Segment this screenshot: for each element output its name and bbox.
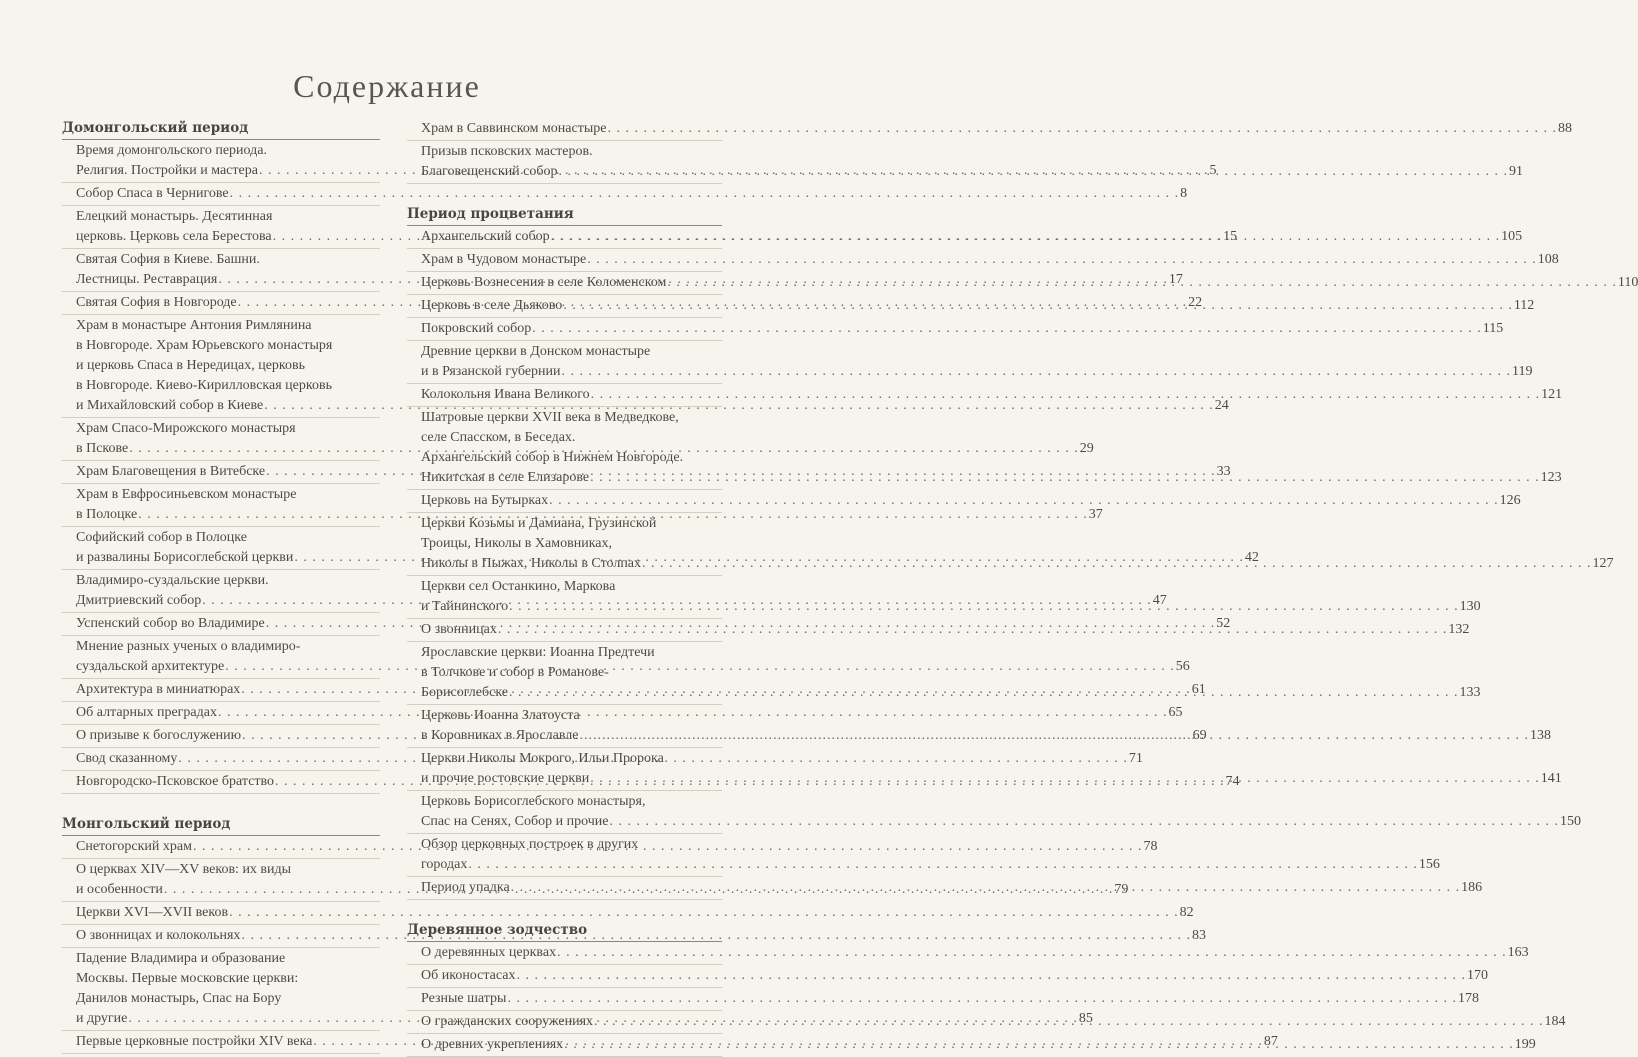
entry-title: Собор Спаса в Чернигове: [76, 186, 229, 201]
entry-title: О призыве к богослужению: [76, 728, 242, 743]
dot-leader: [507, 989, 1457, 1009]
page-title: Содержание: [293, 68, 481, 104]
entry-title: и прочие ростовские церкви: [421, 771, 590, 786]
entry-title: и особенности: [76, 882, 163, 897]
toc-entry[interactable]: [407, 318, 1504, 341]
entry-title: в Пскове: [76, 441, 129, 456]
entry-line: Церковь Иоанна Златоуста: [421, 708, 580, 723]
page-number: 71: [1128, 751, 1143, 766]
page-number: 15: [1223, 229, 1238, 244]
entry-title: Храм в Чудовом монастыре: [421, 252, 587, 267]
section-spacer: [407, 184, 722, 204]
page-number: 138: [1530, 728, 1551, 743]
section-spacer: [407, 900, 722, 920]
entry-title: и в Рязанской губернии: [421, 364, 561, 379]
entry-last-line: [76, 396, 1229, 416]
dot-leader: [587, 250, 1537, 270]
entry-title: Спас на Сенях, Собор и прочие: [421, 814, 609, 829]
entry-line: в Новгороде. Киево-Кирилловская церковь: [76, 378, 332, 393]
section-heading: Монгольский период: [62, 814, 380, 836]
entry-line: Церкви Козьмы и Дамиана, Грузинской: [421, 516, 657, 531]
page-number: 141: [1540, 771, 1562, 786]
toc-entry[interactable]: [407, 988, 1479, 1011]
dot-leader: [667, 273, 1617, 293]
page-number: 78: [1143, 839, 1158, 854]
entry-line: Церкви сел Останкино, Маркова: [421, 579, 616, 594]
entry-last-line: [421, 855, 1440, 875]
entry-title: Колокольня Ивана Великого: [421, 387, 590, 402]
toc-entry[interactable]: [407, 118, 1572, 141]
entry-title: О древних укреплениях: [421, 1037, 564, 1052]
toc-entry[interactable]: [407, 490, 1521, 513]
page-number: 37: [1088, 507, 1103, 522]
entry-title: О деревянных церквах: [421, 945, 557, 960]
page-number: 110: [1617, 275, 1638, 290]
page-number: 82: [1179, 905, 1194, 920]
dot-leader: [468, 855, 1418, 875]
entry-last-line: [421, 491, 1521, 511]
entry-line: Падение Владимира и образование: [76, 951, 286, 966]
toc-entry[interactable]: [62, 183, 1188, 206]
entry-title: Лестницы. Реставрация: [76, 272, 218, 287]
entry-title: Храм в Саввинском монастыре: [421, 121, 607, 136]
dot-leader: [642, 554, 1592, 574]
entry-last-line: [76, 903, 1194, 923]
page-number: 112: [1513, 298, 1535, 313]
entry-title: Новгородско-Псковское братство: [76, 774, 275, 789]
page-number: 56: [1175, 659, 1190, 674]
entry-last-line: [76, 184, 1188, 204]
entry-last-line: [421, 362, 1533, 382]
page-number: 22: [1188, 295, 1203, 310]
page-number: 42: [1244, 550, 1259, 565]
page-number: 133: [1459, 685, 1481, 700]
entry-title: Храм Благовещения в Витебске: [76, 464, 266, 479]
entry-title: Свод сказанному: [76, 751, 178, 766]
entry-line: Время домонгольского периода.: [76, 143, 267, 158]
entry-line: Святая София в Киеве. Башни.: [76, 252, 260, 267]
page-number: 126: [1499, 493, 1521, 508]
entry-line: селе Спасском, в Беседах.: [421, 430, 576, 445]
page-number: 130: [1459, 599, 1481, 614]
page-number: 150: [1559, 814, 1581, 829]
dot-leader: [590, 468, 1540, 488]
entry-title: Успенский собор во Владимире: [76, 616, 265, 631]
entry-line: Владимиро-суздальские церкви.: [76, 573, 269, 588]
entry-line: Обзор церковных построек в других: [421, 837, 639, 852]
page-number: 91: [1509, 164, 1524, 179]
page-number: 127: [1592, 556, 1614, 571]
entry-line: Троицы, Николы в Хамовниках,: [421, 536, 613, 551]
dot-leader: [509, 683, 1459, 703]
entry-line: Храм в Евфросиньевском монастыре: [76, 487, 297, 502]
entry-last-line: [421, 943, 1529, 963]
entry-last-line: [421, 812, 1581, 832]
page-number: 29: [1079, 441, 1094, 456]
entry-title: О гражданских сооружениях: [421, 1014, 594, 1029]
entry-line: Храм в монастыре Антония Римлянина: [76, 318, 312, 333]
dot-leader: [562, 362, 1512, 382]
entry-title: в Полоцке: [76, 507, 138, 522]
page-number: 47: [1152, 593, 1167, 608]
dot-leader: [511, 878, 1461, 898]
entry-title: Снетогорский храм: [76, 839, 192, 854]
entry-title: Резные шатры: [421, 991, 507, 1006]
entry-title: О звонницах: [421, 622, 497, 637]
page-number: 85: [1078, 1011, 1093, 1026]
entry-title: Дмитриевский собор: [76, 593, 202, 608]
entry-title: и Тайнинского: [421, 599, 509, 614]
page-number: 115: [1482, 321, 1504, 336]
entry-last-line: [421, 319, 1504, 339]
entry-title: Покровский собор: [421, 321, 532, 336]
dot-leader: [559, 162, 1509, 182]
dot-leader: [580, 726, 1530, 746]
toc-entry[interactable]: [407, 791, 1581, 834]
entry-title: Николы в Пыжах, Николы в Столпах: [421, 556, 642, 571]
page-number: 33: [1216, 464, 1231, 479]
dot-leader: [591, 385, 1541, 405]
entry-title: Церковь на Бутырках: [421, 493, 549, 508]
section-spacer: [62, 794, 380, 814]
dot-leader: [509, 597, 1459, 617]
page-number: 178: [1457, 991, 1479, 1006]
entry-line: Ярославские церкви: Иоанна Предтечи: [421, 645, 655, 660]
entry-line: Храм Спасо-Мирожского монастыря: [76, 421, 296, 436]
entry-line: Шатровые церкви XVII века в Медведкове,: [421, 410, 679, 425]
toc-entry[interactable]: [407, 341, 1533, 384]
entry-title: Об алтарных преградах: [76, 705, 217, 720]
page-number: 88: [1557, 121, 1572, 136]
page-number: 87: [1263, 1034, 1278, 1049]
entry-line: Мнение разных ученых о владимиро-: [76, 639, 301, 654]
dot-leader: [564, 1035, 1514, 1055]
entry-line: и церковь Спаса в Нередицах, церковь: [76, 358, 306, 373]
toc-entry[interactable]: [407, 249, 1559, 272]
entry-title: Религия. Постройки и мастера: [76, 163, 258, 178]
dot-leader: [609, 812, 1559, 832]
entry-title: городах: [421, 857, 468, 872]
entry-title: Период упадка: [421, 880, 510, 895]
page-number: 184: [1544, 1014, 1566, 1029]
page-number: 199: [1514, 1037, 1536, 1052]
entry-line: Призыв псковских мастеров.: [421, 144, 593, 159]
section-heading: Период процветания: [407, 204, 722, 226]
page-number: 123: [1540, 470, 1562, 485]
page-number: 17: [1168, 272, 1183, 287]
section-heading: Домонгольский период: [62, 118, 380, 140]
page-number: 5: [1209, 163, 1217, 178]
entry-line: в Толчкове и собор в Романове-: [421, 665, 609, 680]
entry-title: Церковь Вознесения в селе Коломенском: [421, 275, 667, 290]
entry-line: Москвы. Первые московские церкви:: [76, 971, 299, 986]
page-number: 186: [1461, 880, 1483, 895]
dot-leader: [557, 943, 1507, 963]
page-number: 170: [1466, 968, 1488, 983]
entry-title: Борисоглебске: [421, 685, 508, 700]
page-number: 74: [1225, 774, 1240, 789]
dot-leader: [551, 227, 1501, 247]
entry-title: Святая София в Новгороде: [76, 295, 237, 310]
page-number: 108: [1537, 252, 1559, 267]
entry-last-line: [421, 162, 1524, 182]
page-number: 65: [1168, 705, 1183, 720]
entry-title: и Михайловский собор в Киеве: [76, 398, 264, 413]
entry-line: Софийский собор в Полоцке: [76, 530, 247, 545]
entry-line: в Новгороде. Храм Юрьевского монастыря: [76, 338, 333, 353]
page-number: 52: [1216, 616, 1231, 631]
page-number: 8: [1180, 186, 1188, 201]
page-number: 105: [1501, 229, 1523, 244]
toc-entry[interactable]: [407, 141, 1524, 184]
entry-last-line: [421, 989, 1479, 1009]
toc-entry[interactable]: [407, 965, 1488, 988]
entry-last-line: [421, 385, 1563, 405]
entry-title: церковь. Церковь села Берестова: [76, 229, 272, 244]
toc-entry[interactable]: [407, 942, 1529, 965]
entry-title: Первые церковные постройки XIV века: [76, 1034, 313, 1049]
dot-leader: [563, 296, 1513, 316]
page-number: 119: [1512, 364, 1533, 379]
entry-title: суздальской архитектуре: [76, 659, 225, 674]
entry-title: Об иконостасах: [421, 968, 516, 983]
entry-last-line: [421, 250, 1559, 270]
page-number: 69: [1192, 728, 1207, 743]
entry-title: Архитектура в миниатюрах: [76, 682, 241, 697]
page-number: 156: [1418, 857, 1440, 872]
page-number: 121: [1541, 387, 1563, 402]
page-number: 61: [1191, 682, 1206, 697]
entry-line: Древние церкви в Донском монастыре: [421, 344, 651, 359]
dot-leader: [594, 1012, 1544, 1032]
page-number: 83: [1191, 928, 1206, 943]
entry-title: О звонницах и колокольнях: [76, 928, 241, 943]
entry-title: в Коровниках в Ярославле: [421, 728, 579, 743]
dot-leader: [590, 769, 1540, 789]
entry-title: Церковь в селе Дьяково: [421, 298, 563, 313]
entry-line: Данилов монастырь, Спас на Бору: [76, 991, 282, 1006]
dot-leader: [549, 491, 1499, 511]
dot-leader: [516, 966, 1466, 986]
entry-title: Архангельский собор: [421, 229, 550, 244]
entry-line: О церквах XIV—XV веков: их виды: [76, 862, 292, 877]
entry-title: Церкви XVI—XVII веков: [76, 905, 229, 920]
entry-title: Никитская в селе Елизарове: [421, 470, 590, 485]
dot-leader: [607, 119, 1557, 139]
entry-line: Церкви Николы Мокрого, Ильи Пророка: [421, 751, 664, 766]
toc-entry[interactable]: [62, 902, 1194, 925]
section-heading: Деревянное зодчество: [407, 920, 722, 942]
entry-line: Церковь Борисоглебского монастыря,: [421, 794, 646, 809]
entry-title: и развалины Борисоглебской церкви: [76, 550, 294, 565]
page-number: 163: [1507, 945, 1529, 960]
entry-line: Архангельский собор в Нижнем Новгороде.: [421, 450, 684, 465]
entry-title: и другие: [76, 1011, 128, 1026]
page-number: 79: [1114, 882, 1129, 897]
page-number: 132: [1448, 622, 1470, 637]
entry-line: Елецкий монастырь. Десятинная: [76, 209, 273, 224]
page-number: 24: [1214, 398, 1229, 413]
entry-last-line: [421, 966, 1488, 986]
entry-last-line: [421, 119, 1572, 139]
entry-title: Благовещенский собор: [421, 164, 558, 179]
dot-leader: [498, 620, 1448, 640]
dot-leader: [532, 319, 1482, 339]
